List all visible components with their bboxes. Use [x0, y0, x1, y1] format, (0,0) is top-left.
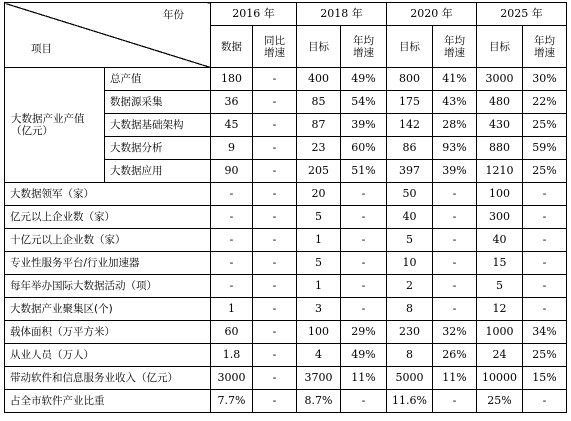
- value-cell: 50: [387, 183, 433, 206]
- value-cell: 24: [477, 344, 523, 367]
- value-cell: 5: [477, 275, 523, 298]
- value-cell: -: [211, 252, 253, 275]
- row-label: 大数据领军（家）: [5, 183, 211, 206]
- table-row: [5, 252, 567, 275]
- corner-header-year-label: 年份: [163, 9, 184, 21]
- value-cell: -: [253, 390, 297, 413]
- value-cell: -: [211, 183, 253, 206]
- row-label: 数据源采集: [105, 91, 211, 114]
- table-container: [4, 2, 567, 413]
- value-cell: -: [523, 298, 567, 321]
- value-cell: -: [341, 390, 387, 413]
- value-cell: 800: [387, 68, 433, 91]
- table-row: [5, 206, 567, 229]
- row-label: 总产值: [105, 68, 211, 91]
- row-label: 十亿元以上企业数（家）: [5, 229, 211, 252]
- value-cell: 3: [297, 298, 341, 321]
- subheader-cell: 目标: [477, 26, 523, 68]
- row-label: 大数据应用: [105, 160, 211, 183]
- subheader-cell: 年均 增速: [341, 26, 387, 68]
- value-cell: 5: [387, 229, 433, 252]
- value-cell: 3000: [211, 367, 253, 390]
- value-cell: -: [433, 252, 477, 275]
- value-cell: 40: [477, 229, 523, 252]
- value-cell: -: [341, 275, 387, 298]
- value-cell: 85: [297, 91, 341, 114]
- value-cell: 54%: [341, 91, 387, 114]
- value-cell: -: [523, 275, 567, 298]
- value-cell: -: [253, 114, 297, 137]
- value-cell: 5: [297, 206, 341, 229]
- value-cell: -: [341, 298, 387, 321]
- subheader-cell: 数据: [211, 26, 253, 68]
- value-cell: 1.8: [211, 344, 253, 367]
- value-cell: 15: [477, 252, 523, 275]
- value-cell: -: [341, 183, 387, 206]
- value-cell: 1210: [477, 160, 523, 183]
- value-cell: 11.6%: [387, 390, 433, 413]
- value-cell: -: [253, 252, 297, 275]
- value-cell: 87: [297, 114, 341, 137]
- value-cell: -: [433, 183, 477, 206]
- table-row: [5, 390, 567, 413]
- value-cell: 180: [211, 68, 253, 91]
- value-cell: -: [253, 298, 297, 321]
- value-cell: 300: [477, 206, 523, 229]
- subheader-cell: 年均 增速: [523, 26, 567, 68]
- table-row: [5, 229, 567, 252]
- value-cell: 11%: [341, 367, 387, 390]
- value-cell: 34%: [523, 321, 567, 344]
- row-label: 每年举办国际大数据活动（项）: [5, 275, 211, 298]
- value-cell: -: [523, 206, 567, 229]
- row-label: 带动软件和信息服务业收入（亿元）: [5, 367, 211, 390]
- value-cell: -: [341, 206, 387, 229]
- row-label: 大数据基础架构: [105, 114, 211, 137]
- value-cell: 10000: [477, 367, 523, 390]
- value-cell: 8: [387, 298, 433, 321]
- row-label: 载体面积（万平方米）: [5, 321, 211, 344]
- value-cell: -: [253, 137, 297, 160]
- value-cell: 49%: [341, 344, 387, 367]
- value-cell: -: [433, 229, 477, 252]
- value-cell: 5000: [387, 367, 433, 390]
- row-label: 占全市软件产业比重: [5, 390, 211, 413]
- value-cell: 86: [387, 137, 433, 160]
- value-cell: 43%: [433, 91, 477, 114]
- value-cell: 1000: [477, 321, 523, 344]
- value-cell: 51%: [341, 160, 387, 183]
- corner-header-cell: [5, 3, 211, 68]
- value-cell: 30%: [523, 68, 567, 91]
- value-cell: 397: [387, 160, 433, 183]
- value-cell: 36: [211, 91, 253, 114]
- value-cell: 60: [211, 321, 253, 344]
- value-cell: 59%: [523, 137, 567, 160]
- subheader-cell: 同比 增速: [253, 26, 297, 68]
- value-cell: -: [341, 229, 387, 252]
- year-header-2025: 2025 年: [477, 3, 567, 26]
- value-cell: 100: [477, 183, 523, 206]
- value-cell: 175: [387, 91, 433, 114]
- value-cell: 23: [297, 137, 341, 160]
- value-cell: 1: [211, 298, 253, 321]
- value-cell: 5: [297, 252, 341, 275]
- row-label: 大数据分析: [105, 137, 211, 160]
- value-cell: -: [523, 390, 567, 413]
- value-cell: -: [253, 229, 297, 252]
- year-header-2020: 2020 年: [387, 3, 477, 26]
- value-cell: 20: [297, 183, 341, 206]
- value-cell: 400: [297, 68, 341, 91]
- corner-header-item-label: 项目: [31, 43, 52, 55]
- value-cell: -: [253, 367, 297, 390]
- value-cell: 25%: [523, 114, 567, 137]
- value-cell: -: [253, 321, 297, 344]
- value-cell: -: [341, 252, 387, 275]
- value-cell: 9: [211, 137, 253, 160]
- table-row: [5, 367, 567, 390]
- value-cell: -: [253, 275, 297, 298]
- value-cell: 25%: [523, 344, 567, 367]
- value-cell: 41%: [433, 68, 477, 91]
- value-cell: 28%: [433, 114, 477, 137]
- value-cell: 32%: [433, 321, 477, 344]
- table-row: [5, 344, 567, 367]
- group-label-line2: （亿元）: [11, 125, 53, 137]
- table-row: [5, 183, 567, 206]
- value-cell: 8.7%: [297, 390, 341, 413]
- value-cell: -: [253, 344, 297, 367]
- value-cell: -: [433, 390, 477, 413]
- value-cell: -: [433, 298, 477, 321]
- header-row-years: [5, 3, 567, 26]
- value-cell: 93%: [433, 137, 477, 160]
- value-cell: -: [253, 183, 297, 206]
- value-cell: 2: [387, 275, 433, 298]
- value-cell: -: [523, 183, 567, 206]
- value-cell: 49%: [341, 68, 387, 91]
- row-label: 从业人员（万人）: [5, 344, 211, 367]
- value-cell: 8: [387, 344, 433, 367]
- value-cell: 90: [211, 160, 253, 183]
- value-cell: 39%: [341, 114, 387, 137]
- value-cell: -: [253, 160, 297, 183]
- value-cell: 25%: [477, 390, 523, 413]
- value-cell: 1: [297, 229, 341, 252]
- value-cell: 1: [297, 275, 341, 298]
- data-table: [4, 2, 567, 413]
- value-cell: 60%: [341, 137, 387, 160]
- table-row: [5, 275, 567, 298]
- value-cell: 12: [477, 298, 523, 321]
- year-header-2016: 2016 年: [211, 3, 297, 26]
- group-label-line1: 大数据产业产值: [11, 113, 85, 125]
- value-cell: -: [211, 275, 253, 298]
- value-cell: 22%: [523, 91, 567, 114]
- value-cell: 880: [477, 137, 523, 160]
- value-cell: 26%: [433, 344, 477, 367]
- subheader-cell: 年均 增速: [433, 26, 477, 68]
- value-cell: 10: [387, 252, 433, 275]
- value-cell: 39%: [433, 160, 477, 183]
- group-label-cell: [5, 68, 105, 183]
- value-cell: 25%: [523, 160, 567, 183]
- value-cell: -: [253, 91, 297, 114]
- value-cell: 7.7%: [211, 390, 253, 413]
- value-cell: 142: [387, 114, 433, 137]
- value-cell: -: [211, 206, 253, 229]
- value-cell: 3700: [297, 367, 341, 390]
- value-cell: -: [433, 275, 477, 298]
- value-cell: -: [433, 206, 477, 229]
- value-cell: 100: [297, 321, 341, 344]
- row-label: 大数据产业聚集区(个): [5, 298, 211, 321]
- value-cell: -: [523, 252, 567, 275]
- row-label: 亿元以上企业数（家）: [5, 206, 211, 229]
- value-cell: 11%: [433, 367, 477, 390]
- table-row: [5, 321, 567, 344]
- value-cell: 430: [477, 114, 523, 137]
- value-cell: -: [523, 229, 567, 252]
- subheader-cell: 目标: [297, 26, 341, 68]
- value-cell: 230: [387, 321, 433, 344]
- subheader-cell: 目标: [387, 26, 433, 68]
- value-cell: -: [211, 229, 253, 252]
- value-cell: 205: [297, 160, 341, 183]
- value-cell: 40: [387, 206, 433, 229]
- value-cell: -: [253, 68, 297, 91]
- row-label: 专业性服务平台/行业加速器: [5, 252, 211, 275]
- value-cell: 29%: [341, 321, 387, 344]
- value-cell: 3000: [477, 68, 523, 91]
- table-row: [5, 68, 567, 91]
- year-header-2018: 2018 年: [297, 3, 387, 26]
- value-cell: 4: [297, 344, 341, 367]
- value-cell: 480: [477, 91, 523, 114]
- value-cell: 45: [211, 114, 253, 137]
- value-cell: -: [253, 206, 297, 229]
- value-cell: 15%: [523, 367, 567, 390]
- table-row: [5, 298, 567, 321]
